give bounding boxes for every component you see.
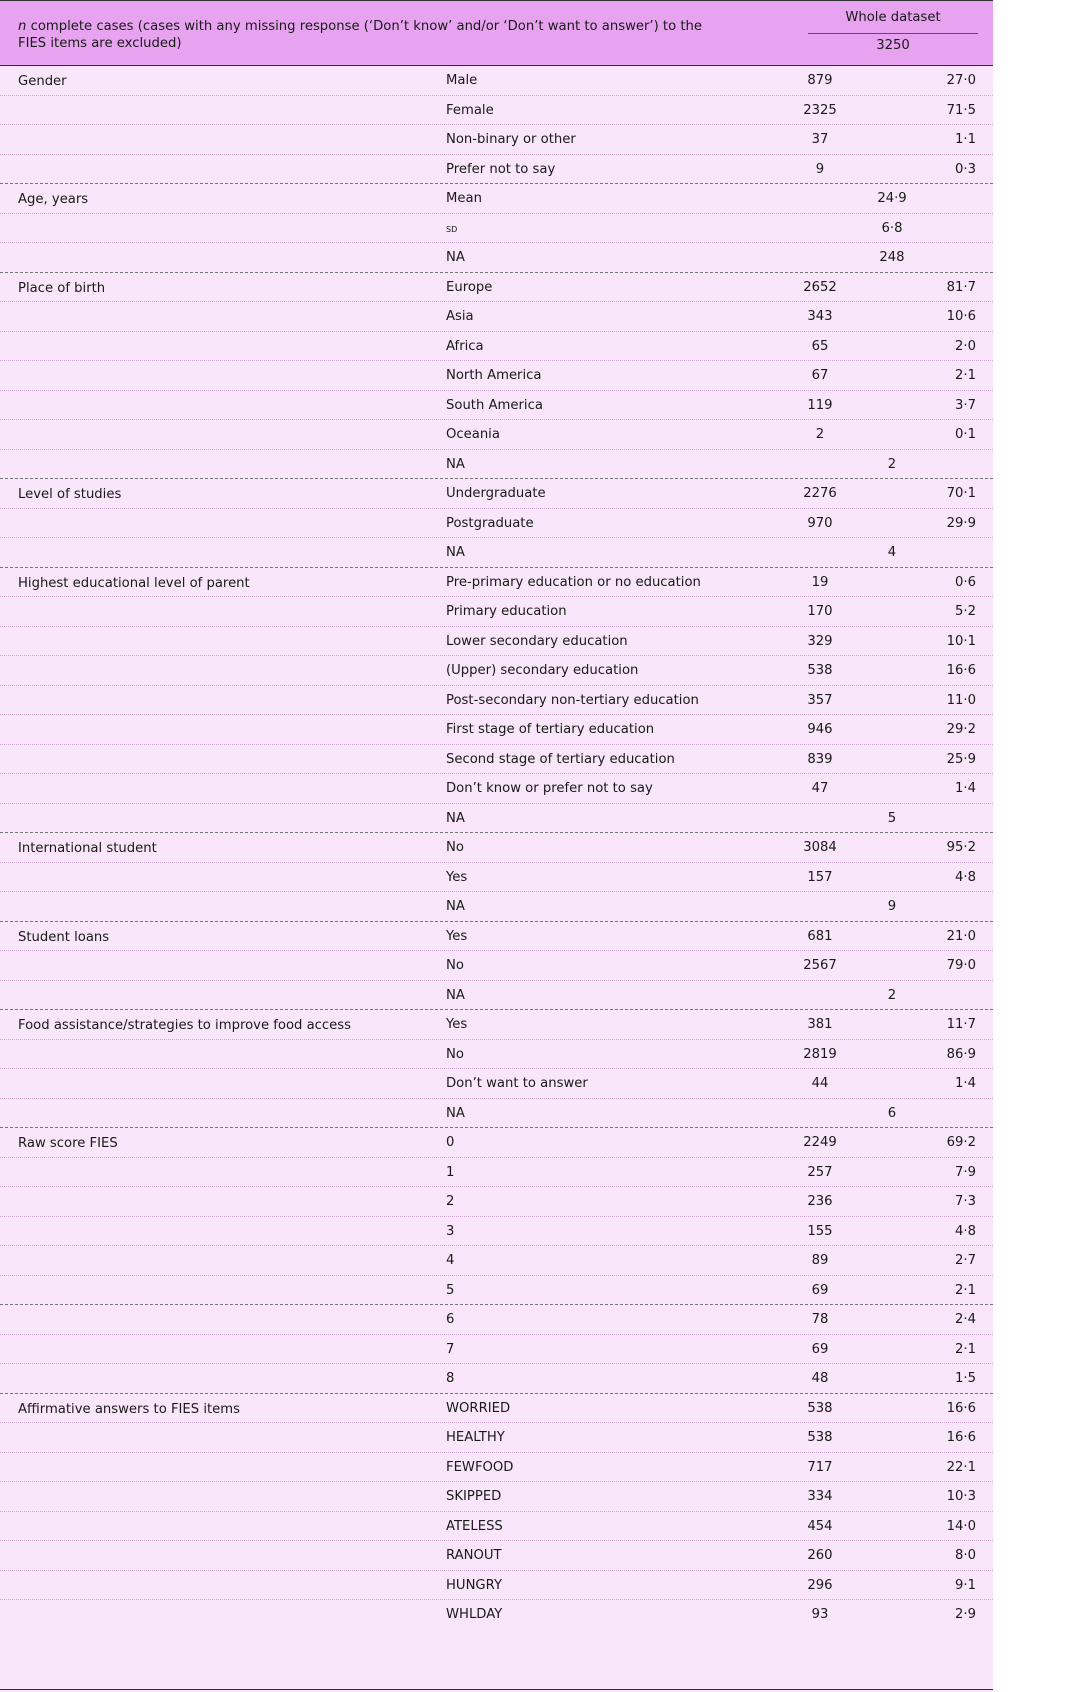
table-row xyxy=(0,1186,993,1216)
table-row xyxy=(0,1452,993,1482)
row-group xyxy=(0,832,993,921)
category-cell: 6 xyxy=(446,1312,455,1327)
category-cell: NA xyxy=(446,987,465,1003)
category-cell: RANOUT xyxy=(446,1548,502,1563)
row-group xyxy=(0,478,993,567)
row-group xyxy=(0,567,993,833)
value-cell: 5 xyxy=(887,810,897,826)
column-title: Whole dataset xyxy=(845,10,941,25)
n-symbol: n xyxy=(18,19,27,34)
category-cell: 3 xyxy=(446,1223,455,1239)
percent-cell: 9·1 xyxy=(955,1577,976,1593)
percent-cell: 79·0 xyxy=(946,958,976,973)
value-cell: 2 xyxy=(887,456,897,472)
group-label: Gender xyxy=(18,74,67,89)
table-row xyxy=(0,242,993,272)
table-row xyxy=(0,479,993,508)
count-cell: 2325 xyxy=(803,102,837,118)
category-cell: HUNGRY xyxy=(446,1577,503,1593)
category-cell: No xyxy=(446,958,464,973)
count-cell: 260 xyxy=(807,1548,833,1563)
header-description-text: complete cases (cases with any missing response (‘Don’t know’ and/or ‘Don’t want to answer’) to the FIES items are excluded) xyxy=(18,19,703,51)
percent-cell: 0·6 xyxy=(955,574,976,590)
percent-cell: 25·9 xyxy=(946,751,976,767)
percent-cell: 5·2 xyxy=(955,604,976,619)
table-row xyxy=(0,1540,993,1570)
count-cell: 970 xyxy=(807,515,833,531)
category-cell: Europe xyxy=(446,279,493,295)
category-cell: Post-secondary non-tertiary education xyxy=(446,692,699,708)
count-cell: 155 xyxy=(807,1223,833,1239)
table-row xyxy=(0,419,993,449)
percent-cell: 11·7 xyxy=(946,1017,976,1032)
table-row xyxy=(0,655,993,685)
table-row xyxy=(0,95,993,125)
category-cell: Non-binary or other xyxy=(446,132,576,147)
count-cell: 946 xyxy=(807,722,833,737)
table-row xyxy=(0,1394,993,1423)
category-cell: First stage of tertiary education xyxy=(446,722,655,737)
category-cell: Asia xyxy=(446,309,474,324)
category-cell: Don’t want to answer xyxy=(446,1076,588,1091)
value-cell: 24·9 xyxy=(877,191,907,206)
table-row xyxy=(0,950,993,980)
value-cell: 9 xyxy=(887,899,897,914)
count-cell: 681 xyxy=(807,928,833,944)
value-cell: 6 xyxy=(887,1105,897,1121)
value-cell: 4 xyxy=(887,545,897,560)
percent-cell: 10·1 xyxy=(946,633,976,649)
total-n: 3250 xyxy=(876,38,910,53)
percent-cell: 22·1 xyxy=(946,1459,976,1475)
category-cell: Lower secondary education xyxy=(446,633,628,649)
table-row xyxy=(0,154,993,184)
category-cell: Don’t know or prefer not to say xyxy=(446,781,653,796)
table-row xyxy=(0,833,993,862)
table-row xyxy=(0,1068,993,1098)
category-cell: NA xyxy=(446,456,465,472)
count-cell: 2 xyxy=(815,427,825,442)
category-cell: (Upper) secondary education xyxy=(446,663,639,678)
percent-cell: 2·1 xyxy=(955,1282,976,1298)
category-cell: Second stage of tertiary education xyxy=(446,751,675,767)
table-row xyxy=(0,1098,993,1128)
table-row xyxy=(0,1422,993,1452)
count-cell: 717 xyxy=(807,1459,833,1475)
group-label: International student xyxy=(18,841,157,856)
table-row xyxy=(0,1157,993,1187)
table-row xyxy=(0,891,993,921)
count-cell: 9 xyxy=(815,161,825,177)
percent-cell: 1·4 xyxy=(955,781,976,796)
category-cell: 8 xyxy=(446,1371,455,1386)
category-cell: 2 xyxy=(446,1194,455,1209)
table-row xyxy=(0,685,993,715)
count-cell: 343 xyxy=(807,309,833,324)
category-cell: No xyxy=(446,1046,464,1062)
percent-cell: 27·0 xyxy=(946,73,976,88)
percent-cell: 16·6 xyxy=(946,663,976,678)
percent-cell: 14·0 xyxy=(946,1518,976,1534)
percent-cell: 81·7 xyxy=(946,279,976,295)
table-row xyxy=(0,184,993,213)
category-cell: Yes xyxy=(446,928,468,944)
category-cell: Africa xyxy=(446,338,484,354)
table-row xyxy=(0,508,993,538)
value-cell: 248 xyxy=(879,250,905,265)
count-cell: 296 xyxy=(807,1577,833,1593)
category-cell: WHLDAY xyxy=(446,1607,503,1622)
count-cell: 47 xyxy=(811,781,829,796)
table-row xyxy=(0,568,993,597)
percent-cell: 29·2 xyxy=(946,722,976,737)
count-cell: 44 xyxy=(811,1076,829,1091)
count-cell: 48 xyxy=(811,1371,829,1386)
percent-cell: 1·4 xyxy=(955,1076,976,1091)
bottom-rule xyxy=(0,1689,993,1690)
percent-cell: 86·9 xyxy=(946,1046,976,1062)
table-row xyxy=(0,213,993,243)
count-cell: 2249 xyxy=(803,1135,837,1150)
category-cell: SKIPPED xyxy=(446,1489,502,1504)
group-label: Level of studies xyxy=(18,487,122,502)
category-cell: Pre-primary education or no education xyxy=(446,574,701,590)
percent-cell: 0·3 xyxy=(955,161,976,177)
count-cell: 236 xyxy=(807,1194,833,1209)
count-cell: 538 xyxy=(807,1400,833,1416)
percent-cell: 2·1 xyxy=(955,368,976,383)
table-row xyxy=(0,1570,993,1600)
count-cell: 37 xyxy=(811,132,829,147)
table-row xyxy=(0,1511,993,1541)
category-cell: Mean xyxy=(446,191,482,206)
category-cell: NA xyxy=(446,545,465,560)
percent-cell: 70·1 xyxy=(946,486,976,501)
percent-cell: 2·1 xyxy=(955,1341,976,1357)
percent-cell: 8·0 xyxy=(955,1548,976,1563)
table-row xyxy=(0,1334,993,1364)
value-cell: 6·8 xyxy=(881,220,903,236)
group-label: Highest educational level of parent xyxy=(18,575,250,591)
row-group xyxy=(0,921,993,1010)
table-row xyxy=(0,1245,993,1275)
count-cell: 381 xyxy=(807,1017,833,1032)
group-label: Age, years xyxy=(18,192,89,207)
count-cell: 69 xyxy=(811,1341,829,1357)
percent-cell: 0·1 xyxy=(955,427,976,442)
count-cell: 538 xyxy=(807,663,833,678)
row-group xyxy=(0,66,993,183)
table-row xyxy=(0,1039,993,1069)
percent-cell: 16·6 xyxy=(946,1400,976,1416)
group-label: Affirmative answers to FIES items xyxy=(18,1401,240,1417)
category-cell: South America xyxy=(446,397,543,413)
percent-cell: 69·2 xyxy=(946,1135,976,1150)
percent-cell: 1·1 xyxy=(955,132,976,147)
category-cell: Postgraduate xyxy=(446,515,534,531)
header-description xyxy=(18,18,718,52)
percent-cell: 71·5 xyxy=(946,102,976,118)
count-cell: 2652 xyxy=(803,279,837,295)
percent-cell: 4·8 xyxy=(955,869,976,885)
category-cell: NA xyxy=(446,810,465,826)
table-row xyxy=(0,744,993,774)
count-cell: 357 xyxy=(807,692,833,708)
percent-cell: 10·3 xyxy=(946,1489,976,1504)
category-cell: Oceania xyxy=(446,427,500,442)
table-row xyxy=(0,301,993,331)
column-title-rule xyxy=(808,33,978,34)
category-cell: 7 xyxy=(446,1341,455,1357)
count-cell: 839 xyxy=(807,751,833,767)
category-cell: ATELESS xyxy=(446,1518,503,1534)
category-cell: Primary education xyxy=(446,604,567,619)
count-cell: 454 xyxy=(807,1518,833,1534)
category-cell: Male xyxy=(446,73,478,88)
percent-cell: 21·0 xyxy=(946,928,976,944)
category-cell: WORRIED xyxy=(446,1400,511,1416)
row-group xyxy=(0,1304,993,1393)
count-cell: 157 xyxy=(807,869,833,885)
percent-cell: 1·5 xyxy=(955,1371,976,1386)
category-cell: HEALTHY xyxy=(446,1430,505,1445)
percent-cell: 4·8 xyxy=(955,1223,976,1239)
percent-cell: 2·0 xyxy=(955,338,976,354)
count-cell: 257 xyxy=(807,1164,833,1180)
group-label: Raw score FIES xyxy=(18,1136,118,1151)
category-cell: NA xyxy=(446,250,465,265)
category-cell: Female xyxy=(446,102,494,118)
table-row xyxy=(0,773,993,803)
table-row xyxy=(0,1010,993,1039)
count-cell: 2567 xyxy=(803,958,837,973)
count-cell: 170 xyxy=(807,604,833,619)
count-cell: 119 xyxy=(807,397,833,413)
percent-cell: 29·9 xyxy=(946,515,976,531)
table-row xyxy=(0,1305,993,1334)
percent-cell: 10·6 xyxy=(946,309,976,324)
table-row xyxy=(0,626,993,656)
group-label: Student loans xyxy=(18,929,110,945)
category-cell: 1 xyxy=(446,1164,455,1180)
category-cell: 0 xyxy=(446,1135,455,1150)
percent-cell: 2·9 xyxy=(955,1607,976,1622)
percent-cell: 2·4 xyxy=(955,1312,976,1327)
table-row xyxy=(0,714,993,744)
table-row xyxy=(0,273,993,302)
table-body xyxy=(0,66,993,1629)
table-row xyxy=(0,360,993,390)
table-row xyxy=(0,1128,993,1157)
category-cell: FEWFOOD xyxy=(446,1459,514,1475)
table-row xyxy=(0,922,993,951)
table-row xyxy=(0,537,993,567)
group-label: Place of birth xyxy=(18,280,106,296)
category-cell: NA xyxy=(446,1105,465,1121)
group-label: Food assistance/strategies to improve food access xyxy=(18,1018,352,1033)
count-cell: 89 xyxy=(811,1253,829,1268)
table-row xyxy=(0,1481,993,1511)
count-cell: 65 xyxy=(811,338,829,354)
row-group xyxy=(0,1127,993,1304)
count-cell: 3084 xyxy=(803,840,837,855)
category-cell: NA xyxy=(446,899,465,914)
count-cell: 78 xyxy=(811,1312,829,1327)
count-cell: 67 xyxy=(811,368,829,383)
category-cell: Yes xyxy=(446,1017,468,1032)
count-cell: 2276 xyxy=(803,486,837,501)
table-row xyxy=(0,449,993,479)
table-row xyxy=(0,1275,993,1305)
table-row xyxy=(0,862,993,892)
table-row xyxy=(0,66,993,95)
count-cell: 538 xyxy=(807,1430,833,1445)
category-cell: 4 xyxy=(446,1253,455,1268)
table-row xyxy=(0,124,993,154)
table-row xyxy=(0,803,993,833)
row-group xyxy=(0,272,993,479)
percent-cell: 7·9 xyxy=(955,1164,976,1180)
percent-cell: 2·7 xyxy=(955,1253,976,1268)
count-cell: 69 xyxy=(811,1282,829,1298)
table-row xyxy=(0,390,993,420)
category-cell: Yes xyxy=(446,869,468,885)
value-cell: 2 xyxy=(887,987,897,1003)
category-cell: North America xyxy=(446,368,542,383)
count-cell: 329 xyxy=(807,633,833,649)
table-row xyxy=(0,1363,993,1393)
category-cell: 5 xyxy=(446,1282,455,1298)
count-cell: 2819 xyxy=(803,1046,837,1062)
table-header xyxy=(0,1,993,66)
percent-cell: 3·7 xyxy=(955,397,976,413)
table-row xyxy=(0,331,993,361)
row-group xyxy=(0,183,993,272)
category-cell: sd xyxy=(446,220,458,235)
count-cell: 334 xyxy=(807,1489,833,1504)
table-row xyxy=(0,596,993,626)
count-cell: 93 xyxy=(811,1607,829,1622)
table-row xyxy=(0,1216,993,1246)
count-cell: 19 xyxy=(811,574,829,590)
row-group xyxy=(0,1009,993,1127)
count-cell: 879 xyxy=(807,73,833,88)
category-cell: Undergraduate xyxy=(446,486,546,501)
row-group xyxy=(0,1393,993,1629)
percent-cell: 16·6 xyxy=(946,1430,976,1445)
table-row xyxy=(0,980,993,1010)
category-cell: No xyxy=(446,840,464,855)
table-row xyxy=(0,1599,993,1629)
percent-cell: 7·3 xyxy=(955,1194,976,1209)
percent-cell: 95·2 xyxy=(946,840,976,855)
percent-cell: 11·0 xyxy=(946,692,976,708)
category-cell: Prefer not to say xyxy=(446,161,556,177)
